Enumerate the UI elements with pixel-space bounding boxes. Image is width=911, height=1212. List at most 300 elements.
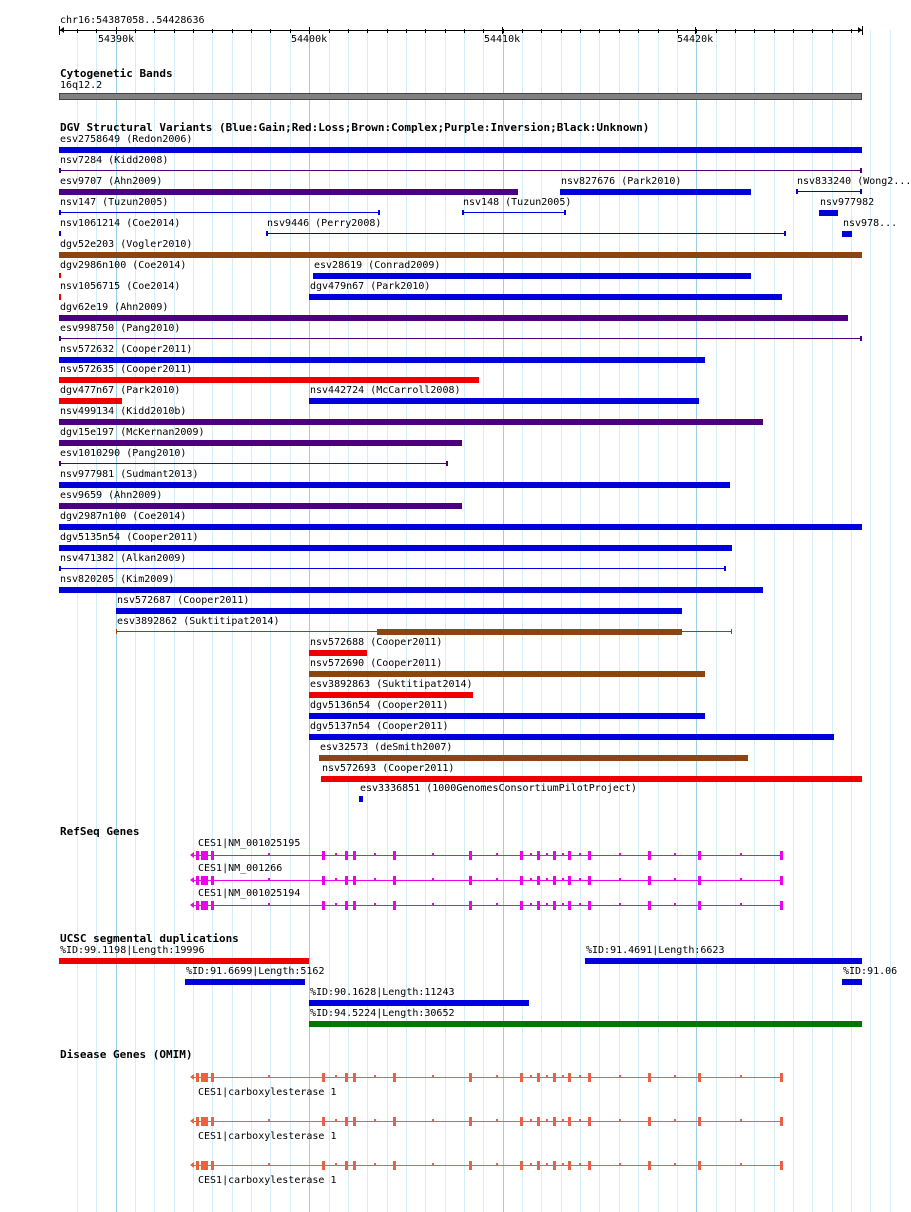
grid-line (658, 30, 659, 1212)
dgv-variant-bar[interactable] (59, 440, 462, 446)
refseq-exon[interactable] (553, 876, 556, 885)
refseq-exon[interactable] (648, 851, 651, 860)
omim-exon[interactable] (393, 1117, 396, 1126)
ruler-minor-tick (580, 29, 581, 33)
dgv-variant-label: nsv572693 (Cooper2011) (322, 763, 455, 774)
ruler-minor-tick (658, 29, 659, 33)
refseq-exon[interactable] (568, 901, 571, 910)
omim-intron-line (193, 1121, 783, 1122)
refseq-exon[interactable] (393, 901, 396, 910)
segdup-bar[interactable] (309, 1000, 529, 1006)
refseq-exon[interactable] (553, 851, 556, 860)
dgv-variant-cap (59, 336, 61, 341)
omim-exon[interactable] (211, 1161, 214, 1170)
omim-exon[interactable] (648, 1073, 651, 1082)
dgv-variant-cap (564, 210, 566, 215)
omim-exon[interactable] (211, 1117, 214, 1126)
refseq-exon[interactable] (211, 851, 214, 860)
dgv-variant-bar[interactable] (462, 212, 566, 213)
omim-intron-peak (562, 1119, 564, 1121)
grid-line (619, 30, 620, 1212)
refseq-exon[interactable] (780, 851, 783, 860)
grid-line (599, 30, 600, 1212)
dgv-variant-label: dgv2987n100 (Coe2014) (60, 511, 187, 522)
dgv-variant-bar[interactable] (796, 191, 862, 192)
dgv-variant-bar[interactable] (266, 233, 786, 234)
omim-intron-peak (579, 1075, 581, 1077)
omim-exon[interactable] (322, 1073, 325, 1082)
ruler-minor-tick (696, 29, 697, 33)
refseq-intron-peak (579, 853, 581, 855)
ruler-minor-tick (348, 29, 349, 33)
refseq-exon[interactable] (780, 901, 783, 910)
omim-intron-peak (740, 1075, 742, 1077)
dgv-variant-label: esv998750 (Pang2010) (60, 323, 181, 334)
dgv-variant-bar[interactable] (321, 776, 862, 782)
dgv-variant-label: nsv572688 (Cooper2011) (310, 637, 443, 648)
dgv-variant-cap (378, 210, 380, 215)
ruler-major-tick (309, 27, 310, 34)
ruler-minor-tick (135, 29, 136, 33)
omim-intron-peak (496, 1075, 498, 1077)
refseq-intron-peak (374, 903, 376, 905)
omim-exon[interactable] (648, 1161, 651, 1170)
refseq-intron-peak (562, 853, 564, 855)
omim-intron-peak (432, 1163, 434, 1165)
ruler-minor-tick (599, 29, 600, 33)
refseq-intron-peak (546, 853, 548, 855)
dgv-variant-cap (59, 231, 61, 236)
refseq-exon[interactable] (322, 876, 325, 885)
refseq-exon[interactable] (196, 901, 199, 910)
refseq-exon[interactable] (537, 876, 540, 885)
omim-exon[interactable] (648, 1117, 651, 1126)
dgv-variant-bar[interactable] (842, 231, 852, 237)
dgv-variant-bar[interactable] (59, 147, 862, 153)
refseq-exon[interactable] (353, 876, 356, 885)
grid-line (774, 30, 775, 1212)
refseq-exon[interactable] (345, 851, 348, 860)
omim-exon[interactable] (537, 1117, 540, 1126)
omim-intron-peak (335, 1119, 337, 1121)
refseq-intron-peak (619, 878, 621, 880)
dgv-variant-bar[interactable] (309, 713, 705, 719)
refseq-intron-peak (674, 878, 676, 880)
ruler-minor-tick (406, 29, 407, 33)
dgv-variant-cap (59, 210, 61, 215)
omim-exon[interactable] (780, 1161, 783, 1170)
dgv-variant-label: esv3336851 (1000GenomesConsortiumPilotProject) (360, 783, 637, 794)
grid-line (696, 30, 697, 1212)
omim-exon[interactable] (553, 1161, 556, 1170)
refseq-intron-peak (335, 878, 337, 880)
omim-intron-peak (674, 1163, 676, 1165)
dgv-variant-bar[interactable] (59, 524, 862, 530)
omim-strand-arrow-icon (190, 1074, 194, 1080)
refseq-strand-arrow-icon (190, 852, 194, 858)
ruler-minor-tick (677, 29, 678, 33)
omim-exon[interactable] (520, 1161, 523, 1170)
dgv-variant-thick-part[interactable] (377, 629, 682, 635)
omim-exon[interactable] (698, 1073, 701, 1082)
segdup-label: %ID:91.6699|Length:5162 (186, 966, 325, 977)
grid-line (348, 30, 349, 1212)
dgv-variant-cap (860, 189, 862, 194)
omim-gene-label: CES1|carboxylesterase 1 (198, 1175, 337, 1186)
ruler-minor-tick (464, 29, 465, 33)
grid-line (812, 30, 813, 1212)
dgv-variant-bar[interactable] (59, 357, 705, 363)
dgv-variant-cap (860, 168, 862, 173)
ruler-minor-tick (619, 29, 620, 33)
refseq-strand-arrow-icon (190, 902, 194, 908)
omim-intron-peak (496, 1163, 498, 1165)
grid-line (290, 30, 291, 1212)
dgv-variant-label: nsv572632 (Cooper2011) (60, 344, 193, 355)
refseq-intron-line (193, 905, 783, 906)
refseq-exon[interactable] (322, 901, 325, 910)
refseq-exon[interactable] (393, 876, 396, 885)
omim-intron-line (193, 1077, 783, 1078)
omim-exon[interactable] (780, 1073, 783, 1082)
omim-exon[interactable] (588, 1161, 591, 1170)
dgv-variant-label: nsv442724 (McCarroll2008) (310, 385, 461, 396)
ruler-minor-tick (329, 29, 330, 33)
dgv-variant-label: nsv7284 (Kidd2008) (60, 155, 169, 166)
refseq-exon[interactable] (201, 876, 208, 885)
dgv-variant-label: dgv62e19 (Ahn2009) (60, 302, 169, 313)
dgv-variant-bar[interactable] (59, 463, 448, 464)
ruler-minor-tick (212, 29, 213, 33)
ruler-right-cap (862, 26, 863, 35)
refseq-exon[interactable] (196, 851, 199, 860)
omim-exon[interactable] (353, 1161, 356, 1170)
dgv-variant-bar[interactable] (819, 210, 838, 216)
omim-exon[interactable] (553, 1073, 556, 1082)
ruler-major-tick (695, 27, 696, 34)
dgv-variant-bar[interactable] (309, 692, 473, 698)
coordinate-label: chr16:54387058..54428636 (60, 15, 205, 26)
dgv-variant-cap (59, 566, 61, 571)
dgv-variant-bar[interactable] (59, 377, 479, 383)
refseq-exon[interactable] (345, 876, 348, 885)
dgv-variant-cap (784, 231, 786, 236)
omim-intron-line (193, 1165, 783, 1166)
grid-line (367, 30, 368, 1212)
dgv-variant-bar[interactable] (59, 568, 726, 569)
omim-exon[interactable] (393, 1161, 396, 1170)
ruler-minor-tick (774, 29, 775, 33)
dgv-variant-cap (860, 336, 862, 341)
dgv-variant-bar[interactable] (359, 796, 363, 802)
omim-exon[interactable] (469, 1073, 472, 1082)
refseq-exon[interactable] (469, 876, 472, 885)
ruler-minor-tick (154, 29, 155, 33)
ruler-minor-tick (832, 29, 833, 33)
refseq-exon[interactable] (698, 876, 701, 885)
refseq-exon[interactable] (353, 901, 356, 910)
omim-exon[interactable] (196, 1161, 199, 1170)
refseq-exon[interactable] (201, 901, 208, 910)
grid-line (638, 30, 639, 1212)
refseq-intron-peak (530, 878, 532, 880)
omim-intron-peak (579, 1119, 581, 1121)
ruler-tick-label: 54390k (98, 34, 135, 45)
ruler-minor-tick (174, 29, 175, 33)
refseq-intron-line (193, 855, 783, 856)
refseq-intron-peak (546, 903, 548, 905)
dgv-variant-bar[interactable] (59, 189, 518, 195)
refseq-intron-peak (562, 878, 564, 880)
refseq-exon[interactable] (469, 851, 472, 860)
segdup-bar[interactable] (59, 958, 309, 964)
segdup-label: %ID:91.4691|Length:6623 (586, 945, 725, 956)
dgv-variant-label: dgv52e203 (Vogler2010) (60, 239, 193, 250)
refseq-exon[interactable] (211, 901, 214, 910)
omim-intron-peak (579, 1163, 581, 1165)
dgv-variant-label: esv3892863 (Suktitipat2014) (310, 679, 473, 690)
refseq-intron-peak (335, 903, 337, 905)
omim-exon[interactable] (568, 1073, 571, 1082)
refseq-exon[interactable] (211, 876, 214, 885)
dgv-variant-bar[interactable] (59, 482, 730, 488)
dgv-variant-bar[interactable] (116, 608, 682, 614)
refseq-exon[interactable] (469, 901, 472, 910)
dgv-variant-bar[interactable] (309, 398, 699, 404)
omim-intron-peak (374, 1075, 376, 1077)
segdup-bar[interactable] (309, 1021, 862, 1027)
dgv-variant-bar[interactable] (313, 273, 751, 279)
omim-exon[interactable] (345, 1117, 348, 1126)
dgv-variant-label: nsv833240 (Wong2... (797, 176, 911, 187)
ruler-minor-tick (812, 29, 813, 33)
dgv-variant-bar[interactable] (59, 545, 732, 551)
dgv-variant-bar[interactable] (59, 419, 763, 425)
omim-exon[interactable] (196, 1073, 199, 1082)
refseq-exon[interactable] (345, 901, 348, 910)
dgv-variant-label: dgv5137n54 (Cooper2011) (310, 721, 449, 732)
refseq-intron-peak (674, 903, 676, 905)
grid-line (890, 30, 891, 1212)
refseq-intron-peak (740, 878, 742, 880)
omim-exon[interactable] (780, 1117, 783, 1126)
dgv-variant-bar[interactable] (59, 252, 862, 258)
omim-exon[interactable] (588, 1117, 591, 1126)
dgv-variant-cap (59, 461, 61, 466)
refseq-intron-peak (740, 853, 742, 855)
dgv-variant-bar[interactable] (59, 315, 848, 321)
refseq-intron-peak (740, 903, 742, 905)
refseq-exon[interactable] (520, 901, 523, 910)
omim-intron-peak (530, 1163, 532, 1165)
dgv-variant-bar[interactable] (59, 212, 380, 213)
omim-intron-peak (562, 1075, 564, 1077)
omim-exon[interactable] (322, 1117, 325, 1126)
omim-exon[interactable] (537, 1161, 540, 1170)
cyto-band-bar[interactable] (59, 93, 862, 100)
omim-intron-peak (740, 1163, 742, 1165)
refseq-exon[interactable] (588, 851, 591, 860)
dgv-variant-bar[interactable] (319, 755, 748, 761)
refseq-exon[interactable] (537, 851, 540, 860)
dgv-variant-bar[interactable] (560, 189, 751, 195)
omim-exon[interactable] (353, 1117, 356, 1126)
omim-exon[interactable] (520, 1073, 523, 1082)
ruler-minor-tick (290, 29, 291, 33)
dgv-variant-cap (462, 210, 464, 215)
dgv-variant-bar[interactable] (309, 294, 782, 300)
ruler-minor-tick (425, 29, 426, 33)
grid-line (716, 30, 717, 1212)
dgv-variant-bar[interactable] (309, 671, 705, 677)
omim-intron-peak (496, 1119, 498, 1121)
refseq-exon[interactable] (537, 901, 540, 910)
refseq-intron-peak (432, 878, 434, 880)
omim-intron-peak (546, 1119, 548, 1121)
omim-exon[interactable] (568, 1161, 571, 1170)
omim-exon[interactable] (393, 1073, 396, 1082)
dgv-variant-bar[interactable] (59, 503, 462, 509)
refseq-intron-peak (546, 878, 548, 880)
segdup-bar[interactable] (185, 979, 305, 985)
omim-exon[interactable] (201, 1073, 208, 1082)
refseq-exon[interactable] (588, 901, 591, 910)
omim-intron-peak (268, 1163, 270, 1165)
omim-intron-peak (674, 1119, 676, 1121)
refseq-exon[interactable] (393, 851, 396, 860)
dgv-variant-bar[interactable] (59, 294, 61, 300)
ruler-minor-tick (445, 29, 446, 33)
dgv-variant-label: dgv15e197 (McKernan2009) (60, 427, 205, 438)
omim-exon[interactable] (196, 1117, 199, 1126)
segdup-bar[interactable] (842, 979, 862, 985)
dgv-variant-label: nsv572690 (Cooper2011) (310, 658, 443, 669)
refseq-exon[interactable] (568, 851, 571, 860)
dgv-variant-cap (116, 629, 117, 634)
dgv-variant-bar[interactable] (59, 587, 763, 593)
dgv-variant-cap (59, 273, 61, 278)
refseq-transcript-label: CES1|NM_001266 (198, 863, 283, 874)
dgv-variant-bar[interactable] (59, 338, 862, 339)
refseq-exon[interactable] (520, 851, 523, 860)
track-title-refseq: RefSeq Genes (60, 825, 140, 838)
dgv-variant-label: nsv148 (Tuzun2005) (463, 197, 572, 208)
refseq-exon[interactable] (698, 851, 701, 860)
refseq-intron-peak (674, 853, 676, 855)
segdup-bar[interactable] (585, 958, 862, 964)
omim-exon[interactable] (568, 1117, 571, 1126)
grid-line (580, 30, 581, 1212)
refseq-intron-peak (374, 853, 376, 855)
omim-intron-peak (432, 1075, 434, 1077)
dgv-variant-label: esv9659 (Ahn2009) (60, 490, 163, 501)
omim-exon[interactable] (537, 1073, 540, 1082)
omim-exon[interactable] (520, 1117, 523, 1126)
omim-exon[interactable] (322, 1161, 325, 1170)
grid-line (445, 30, 446, 1212)
omim-exon[interactable] (201, 1117, 208, 1126)
refseq-intron-line (193, 880, 783, 881)
dgv-variant-bar[interactable] (309, 650, 367, 656)
dgv-variant-bar[interactable] (309, 734, 834, 740)
omim-exon[interactable] (345, 1073, 348, 1082)
refseq-exon[interactable] (553, 901, 556, 910)
omim-gene-label: CES1|carboxylesterase 1 (198, 1087, 337, 1098)
refseq-exon[interactable] (648, 876, 651, 885)
dgv-variant-label: dgv5136n54 (Cooper2011) (310, 700, 449, 711)
ruler-minor-tick (716, 29, 717, 33)
omim-exon[interactable] (698, 1117, 701, 1126)
omim-intron-peak (562, 1163, 564, 1165)
segdup-label: %ID:91.06 (843, 966, 898, 977)
dgv-variant-label: esv32573 (deSmith2007) (320, 742, 453, 753)
omim-intron-peak (374, 1163, 376, 1165)
grid-line (387, 30, 388, 1212)
ruler-tick-label: 54420k (677, 34, 714, 45)
dgv-variant-bar[interactable] (59, 170, 862, 171)
refseq-intron-peak (619, 903, 621, 905)
ruler-minor-tick (483, 29, 484, 33)
refseq-exon[interactable] (648, 901, 651, 910)
dgv-variant-label: nsv572635 (Cooper2011) (60, 364, 193, 375)
omim-exon[interactable] (353, 1073, 356, 1082)
omim-exon[interactable] (345, 1161, 348, 1170)
omim-exon[interactable] (698, 1161, 701, 1170)
ruler-minor-tick (232, 29, 233, 33)
dgv-variant-label: nsv978... (843, 218, 898, 229)
refseq-transcript-label: CES1|NM_001025195 (198, 838, 301, 849)
dgv-variant-cap (59, 168, 61, 173)
refseq-exon[interactable] (698, 901, 701, 910)
refseq-exon[interactable] (588, 876, 591, 885)
refseq-exon[interactable] (353, 851, 356, 860)
ruler-minor-tick (96, 29, 97, 33)
dgv-variant-label: nsv827676 (Park2010) (561, 176, 682, 187)
ruler-tick-label: 54410k (484, 34, 521, 45)
omim-intron-peak (374, 1119, 376, 1121)
ruler-minor-tick (367, 29, 368, 33)
refseq-exon[interactable] (196, 876, 199, 885)
refseq-intron-peak (268, 853, 270, 855)
grid-line (793, 30, 794, 1212)
refseq-exon[interactable] (322, 851, 325, 860)
omim-exon[interactable] (588, 1073, 591, 1082)
refseq-intron-peak (496, 903, 498, 905)
omim-exon[interactable] (469, 1117, 472, 1126)
omim-exon[interactable] (553, 1117, 556, 1126)
ruler-minor-tick (77, 29, 78, 33)
dgv-variant-bar[interactable] (59, 398, 122, 404)
omim-intron-peak (335, 1163, 337, 1165)
dgv-variant-label: dgv2986n100 (Coe2014) (60, 260, 187, 271)
refseq-exon[interactable] (780, 876, 783, 885)
dgv-variant-label: nsv977981 (Sudmant2013) (60, 469, 199, 480)
omim-exon[interactable] (469, 1161, 472, 1170)
ruler-minor-tick (735, 29, 736, 33)
ruler-left-arrow-icon (60, 27, 64, 33)
refseq-exon[interactable] (520, 876, 523, 885)
omim-exon[interactable] (201, 1161, 208, 1170)
dgv-variant-label: nsv471382 (Alkan2009) (60, 553, 187, 564)
ruler-minor-tick (522, 29, 523, 33)
ruler-minor-tick (503, 29, 504, 33)
dgv-variant-label: esv28619 (Conrad2009) (314, 260, 441, 271)
omim-exon[interactable] (211, 1073, 214, 1082)
refseq-exon[interactable] (201, 851, 208, 860)
refseq-intron-peak (530, 853, 532, 855)
omim-intron-peak (268, 1119, 270, 1121)
refseq-exon[interactable] (568, 876, 571, 885)
